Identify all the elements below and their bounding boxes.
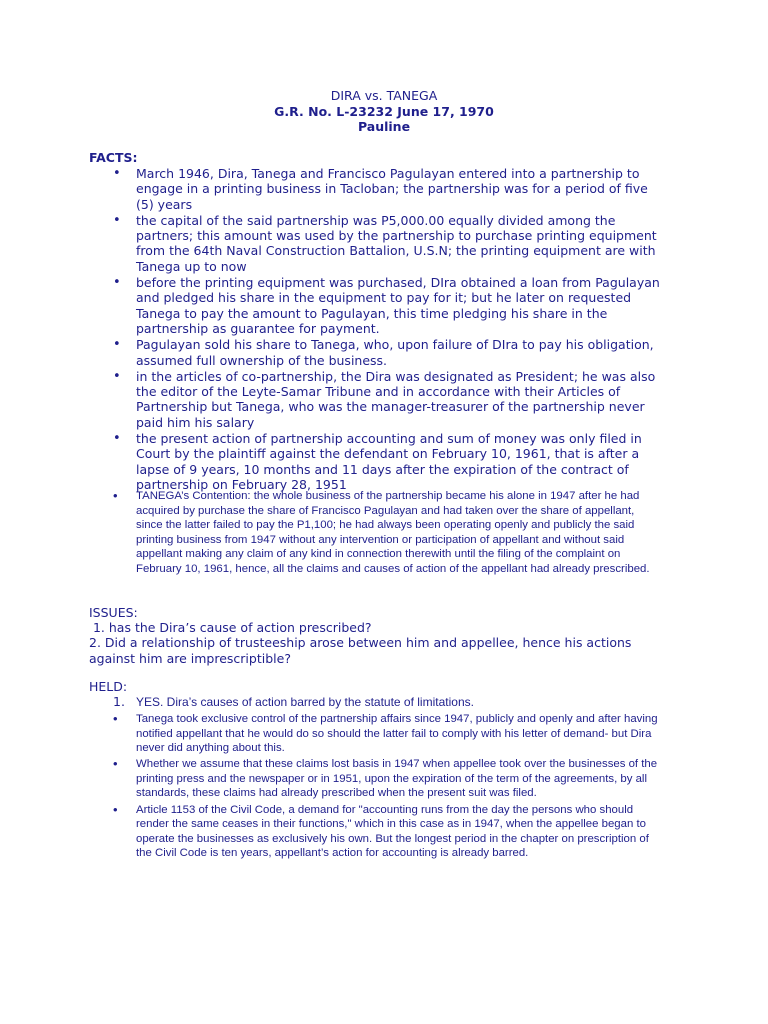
issues-heading: ISSUES: — [89, 605, 138, 620]
facts-list — [0, 166, 662, 493]
bullet-icon: • — [113, 275, 121, 291]
bullet-icon: • — [113, 212, 121, 228]
author-name: Pauline — [357, 119, 411, 134]
facts-heading: FACTS: — [89, 150, 138, 165]
held-text: Whether we assume that these claims lost basis in 1947 when appellee took over the businesses of the printing press and the newspaper or in 1951, upon the expiration of the term of the agreements, by all standards, these claims had already prescribed when the present suit was filed. — [136, 758, 658, 800]
issue-1: 1. has the Dira’s cause of action prescribed? — [89, 620, 372, 635]
list-item — [0, 337, 662, 368]
list-item — [0, 803, 662, 861]
held-text: Tanega took exclusive control of the partnership affairs since 1947, publicly and openly and after having notified appellant that he would do so should the latter fail to comply with his letter of demand- but Dira never did anything about this. — [136, 713, 658, 755]
list-item — [0, 213, 662, 274]
case-number: G.R. No. L-23232 June 17, 1970 — [274, 104, 494, 119]
fact-text: the present action of partnership accounting and sum of money was only filed in Court by the plaintiff against the defendant on February 10, 1961, that is after a lapse of 9 years, 10 months and 11 days after the expiration of the contract of partnership on February 28, 1951 — [136, 431, 642, 492]
contention-text: TANEGA’s Contention: the whole business of the partnership became his alone in 1947 after he had acquired by purchase the share of Francisco Pagulayan and had taken over the share of appellant, since the latter failed to pay the P1,100; he had always been operating openly and publicly the said printing business from 1947 without any intervention or participation of appellant and without said appellant making any claim of any kind in connection therewith until the filing of the complaint on February 10, 1961, hence, all the claims and causes of action of the appellant had already prescribed. — [136, 490, 650, 575]
bullet-icon: • — [113, 801, 118, 817]
list-item — [0, 166, 662, 212]
held-heading: HELD: — [89, 679, 128, 694]
bullet-icon: • — [113, 166, 121, 181]
list-item — [0, 369, 662, 430]
held-answer — [113, 694, 474, 709]
bullet-icon: • — [113, 711, 118, 726]
issue-2: 2. Did a relationship of trusteeship arose between him and appellee, hence his actions against him are imprescriptible? — [89, 635, 632, 666]
answer-number: 1. — [113, 694, 125, 709]
held-text: Article 1153 of the Civil Code, a demand for "accounting runs from the day the persons who should render the same ceases in their functions," which in this case as in 1947, when the appellee began to operate the businesses as exclusively his own. But the longest period in the chapter on prescription of the Civil Code is ten years, appellant’s action for accounting is already barred. — [136, 803, 649, 860]
answer-text: YES. Dira’s causes of action barred by the statute of limitations. — [136, 695, 474, 709]
fact-text: Pagulayan sold his share to Tanega, who, upon failure of DIra to pay his obligation, assumed full ownership of the business. — [136, 337, 654, 368]
bullet-icon: • — [113, 756, 118, 772]
fact-text: in the articles of co-partnership, the Dira was designated as President; he was also the editor of the Leyte-Samar Tribune and in accordance with their Articles of Partnership but Tanega, who was the manager-treasurer of the partnership never paid him his salary — [136, 368, 656, 430]
contention-list — [0, 489, 662, 578]
bullet-icon: • — [113, 337, 121, 353]
fact-text: before the printing equipment was purchased, DIra obtained a loan from Pagulayan and pledged his share in the equipment to pay for it; but he later on requested Tanega to pay the amount to Pagulayan, this time pledging his share in the partnership as guarantee for payment. — [136, 275, 660, 336]
list-item — [0, 489, 662, 577]
list-item — [0, 757, 662, 801]
bullet-icon: • — [113, 488, 118, 503]
bullet-icon: • — [113, 431, 121, 447]
fact-text: March 1946, Dira, Tanega and Francisco Pagulayan entered into a partnership to engage in a printing business in Tacloban; the partnership was for a period of five (5) years — [136, 166, 648, 212]
list-item — [0, 431, 662, 492]
bullet-icon: • — [113, 368, 121, 384]
case-title: DIRA vs. TANEGA — [330, 88, 438, 103]
list-item — [0, 275, 662, 336]
fact-text: the capital of the said partnership was P5,000.00 equally divided among the partners; this amount was used by the partnership to purchase printing equipment from the 64th Naval Construction Battalion, U.S.N; the printing equipment are with Tanega up to now — [136, 212, 657, 274]
held-list — [0, 712, 662, 862]
list-item — [0, 712, 662, 756]
